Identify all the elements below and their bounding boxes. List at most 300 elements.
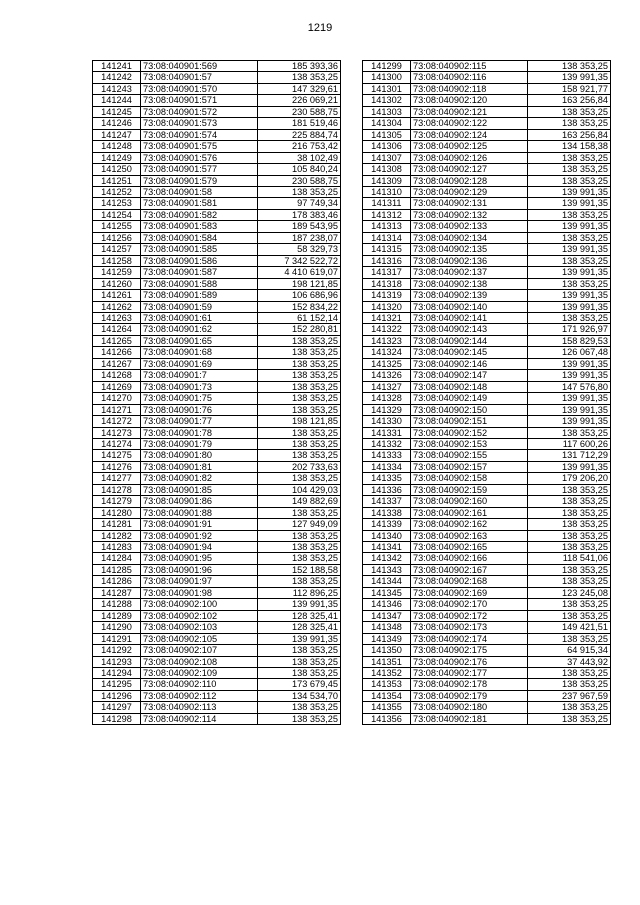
cadastral-value: 198 121,85 [258, 278, 341, 289]
cadastral-value: 138 353,25 [528, 507, 611, 518]
row-number: 141280 [93, 507, 141, 518]
cadastral-number: 73:08:040901:95 [141, 553, 258, 564]
row-number: 141350 [363, 645, 411, 656]
row-number: 141342 [363, 553, 411, 564]
cadastral-number: 73:08:040902:149 [411, 393, 528, 404]
table-row [363, 267, 611, 278]
cadastral-value: 138 353,25 [528, 118, 611, 129]
row-number: 141303 [363, 106, 411, 117]
row-number: 141276 [93, 461, 141, 472]
table-row [93, 221, 341, 232]
cadastral-number: 73:08:040901:86 [141, 496, 258, 507]
cadastral-value: 152 834,22 [258, 301, 341, 312]
table-row [93, 702, 341, 713]
table-row [363, 290, 611, 301]
cadastral-number: 73:08:040902:158 [411, 473, 528, 484]
cadastral-value: 138 353,25 [528, 542, 611, 553]
cadastral-number: 73:08:040902:137 [411, 267, 528, 278]
cadastral-number: 73:08:040902:135 [411, 244, 528, 255]
row-number: 141309 [363, 175, 411, 186]
row-number: 141312 [363, 209, 411, 220]
cadastral-value: 138 353,25 [528, 702, 611, 713]
cadastral-number: 73:08:040901:61 [141, 312, 258, 323]
cadastral-value: 230 588,75 [258, 106, 341, 117]
table-row [93, 668, 341, 679]
cadastral-number: 73:08:040902:161 [411, 507, 528, 518]
cadastral-value: 138 353,25 [258, 530, 341, 541]
table-row [93, 83, 341, 94]
cadastral-value: 134 158,38 [528, 141, 611, 152]
cadastral-value: 128 325,41 [258, 622, 341, 633]
row-number: 141313 [363, 221, 411, 232]
table-row [93, 209, 341, 220]
table-row [363, 83, 611, 94]
row-number: 141273 [93, 427, 141, 438]
cadastral-value: 61 152,14 [258, 312, 341, 323]
table-row [363, 61, 611, 72]
cadastral-value: 138 353,25 [258, 358, 341, 369]
cadastral-number: 73:08:040901:573 [141, 118, 258, 129]
row-number: 141347 [363, 610, 411, 621]
row-number: 141272 [93, 416, 141, 427]
row-number: 141316 [363, 255, 411, 266]
cadastral-value: 138 353,25 [258, 438, 341, 449]
cadastral-value: 138 353,25 [528, 668, 611, 679]
row-number: 141305 [363, 129, 411, 140]
row-number: 141321 [363, 312, 411, 323]
row-number: 141334 [363, 461, 411, 472]
cadastral-number: 73:08:040901:65 [141, 335, 258, 346]
cadastral-value: 138 353,25 [528, 106, 611, 117]
row-number: 141299 [363, 61, 411, 72]
cadastral-value: 198 121,85 [258, 416, 341, 427]
cadastral-value: 134 534,70 [258, 690, 341, 701]
cadastral-value: 139 991,35 [528, 198, 611, 209]
table-row [363, 610, 611, 621]
row-number: 141304 [363, 118, 411, 129]
table-row [363, 484, 611, 495]
table-row [363, 633, 611, 644]
cadastral-number: 73:08:040902:162 [411, 519, 528, 530]
cadastral-value: 189 543,95 [258, 221, 341, 232]
row-number: 141255 [93, 221, 141, 232]
table-row [93, 186, 341, 197]
cadastral-number: 73:08:040902:150 [411, 404, 528, 415]
table-row [363, 164, 611, 175]
row-number: 141288 [93, 599, 141, 610]
row-number: 141353 [363, 679, 411, 690]
row-number: 141320 [363, 301, 411, 312]
cadastral-value: 138 353,25 [258, 702, 341, 713]
table-row [93, 496, 341, 507]
row-number: 141254 [93, 209, 141, 220]
cadastral-value: 139 991,35 [258, 599, 341, 610]
cadastral-value: 138 353,25 [528, 255, 611, 266]
cadastral-number: 73:08:040901:77 [141, 416, 258, 427]
table-row [363, 106, 611, 117]
row-number: 141307 [363, 152, 411, 163]
cadastral-value: 127 949,09 [258, 519, 341, 530]
left-table [92, 60, 341, 725]
cadastral-number: 73:08:040901:7 [141, 370, 258, 381]
row-number: 141318 [363, 278, 411, 289]
cadastral-value: 187 238,07 [258, 232, 341, 243]
row-number: 141333 [363, 450, 411, 461]
cadastral-number: 73:08:040902:177 [411, 668, 528, 679]
table-row [363, 713, 611, 724]
table-row [93, 622, 341, 633]
cadastral-number: 73:08:040902:152 [411, 427, 528, 438]
table-row [93, 347, 341, 358]
table-row [93, 427, 341, 438]
cadastral-value: 138 353,25 [528, 152, 611, 163]
cadastral-value: 138 353,25 [528, 278, 611, 289]
cadastral-value: 138 353,25 [528, 576, 611, 587]
table-row [363, 553, 611, 564]
row-number: 141331 [363, 427, 411, 438]
page-number: 1219 [307, 22, 333, 34]
cadastral-number: 73:08:040902:170 [411, 599, 528, 610]
cadastral-value: 138 353,25 [258, 393, 341, 404]
cadastral-number: 73:08:040901:587 [141, 267, 258, 278]
cadastral-value: 139 991,35 [528, 186, 611, 197]
cadastral-number: 73:08:040902:165 [411, 542, 528, 553]
row-number: 141355 [363, 702, 411, 713]
cadastral-value: 152 188,58 [258, 564, 341, 575]
row-number: 141259 [93, 267, 141, 278]
table-row [93, 118, 341, 129]
cadastral-value: 139 991,35 [528, 72, 611, 83]
cadastral-number: 73:08:040902:109 [141, 668, 258, 679]
cadastral-number: 73:08:040901:582 [141, 209, 258, 220]
cadastral-number: 73:08:040901:577 [141, 164, 258, 175]
cadastral-value: 117 600,26 [528, 438, 611, 449]
cadastral-number: 73:08:040902:180 [411, 702, 528, 713]
row-number: 141328 [363, 393, 411, 404]
cadastral-number: 73:08:040901:59 [141, 301, 258, 312]
table-row [363, 668, 611, 679]
cadastral-number: 73:08:040902:134 [411, 232, 528, 243]
row-number: 141323 [363, 335, 411, 346]
row-number: 141252 [93, 186, 141, 197]
table-row [93, 679, 341, 690]
table-row [93, 645, 341, 656]
row-number: 141245 [93, 106, 141, 117]
row-number: 141294 [93, 668, 141, 679]
cadastral-value: 149 421,51 [528, 622, 611, 633]
cadastral-number: 73:08:040901:78 [141, 427, 258, 438]
cadastral-value: 106 686,96 [258, 290, 341, 301]
cadastral-value: 138 353,25 [258, 450, 341, 461]
row-number: 141279 [93, 496, 141, 507]
cadastral-number: 73:08:040901:581 [141, 198, 258, 209]
table-row [363, 358, 611, 369]
row-number: 141311 [363, 198, 411, 209]
table-row [363, 576, 611, 587]
row-number: 141335 [363, 473, 411, 484]
cadastral-number: 73:08:040902:115 [411, 61, 528, 72]
cadastral-value: 171 926,97 [528, 324, 611, 335]
row-number: 141295 [93, 679, 141, 690]
cadastral-number: 73:08:040901:75 [141, 393, 258, 404]
row-number: 141296 [93, 690, 141, 701]
table-row [93, 244, 341, 255]
cadastral-value: 147 576,80 [528, 381, 611, 392]
cadastral-value: 173 679,45 [258, 679, 341, 690]
cadastral-value: 138 353,25 [528, 679, 611, 690]
cadastral-value: 138 353,25 [528, 496, 611, 507]
table-row [363, 542, 611, 553]
table-row [363, 496, 611, 507]
row-number: 141247 [93, 129, 141, 140]
table-row [363, 152, 611, 163]
table-row [363, 209, 611, 220]
table-row [93, 530, 341, 541]
cadastral-number: 73:08:040901:94 [141, 542, 258, 553]
cadastral-number: 73:08:040901:576 [141, 152, 258, 163]
row-number: 141354 [363, 690, 411, 701]
cadastral-number: 73:08:040901:588 [141, 278, 258, 289]
row-number: 141268 [93, 370, 141, 381]
cadastral-number: 73:08:040902:174 [411, 633, 528, 644]
table-row [363, 564, 611, 575]
cadastral-number: 73:08:040902:145 [411, 347, 528, 358]
cadastral-number: 73:08:040901:68 [141, 347, 258, 358]
row-number: 141317 [363, 267, 411, 278]
cadastral-number: 73:08:040902:157 [411, 461, 528, 472]
table-row [93, 301, 341, 312]
cadastral-value: 105 840,24 [258, 164, 341, 175]
row-number: 141246 [93, 118, 141, 129]
table-row [363, 129, 611, 140]
table-row [363, 232, 611, 243]
cadastral-number: 73:08:040901:76 [141, 404, 258, 415]
cadastral-number: 73:08:040901:589 [141, 290, 258, 301]
cadastral-value: 225 884,74 [258, 129, 341, 140]
cadastral-number: 73:08:040902:138 [411, 278, 528, 289]
cadastral-number: 73:08:040902:143 [411, 324, 528, 335]
row-number: 141300 [363, 72, 411, 83]
cadastral-number: 73:08:040902:129 [411, 186, 528, 197]
cadastral-number: 73:08:040901:570 [141, 83, 258, 94]
cadastral-value: 138 353,25 [528, 61, 611, 72]
table-row [363, 587, 611, 598]
row-number: 141306 [363, 141, 411, 152]
cadastral-number: 73:08:040902:112 [141, 690, 258, 701]
table-row [363, 507, 611, 518]
row-number: 141287 [93, 587, 141, 598]
table-row [363, 95, 611, 106]
cadastral-value: 179 206,20 [528, 473, 611, 484]
row-number: 141267 [93, 358, 141, 369]
row-number: 141314 [363, 232, 411, 243]
cadastral-value: 64 915,34 [528, 645, 611, 656]
cadastral-number: 73:08:040902:179 [411, 690, 528, 701]
cadastral-value: 230 588,75 [258, 175, 341, 186]
cadastral-value: 139 991,35 [528, 358, 611, 369]
table-row [363, 221, 611, 232]
row-number: 141257 [93, 244, 141, 255]
cadastral-value: 138 353,25 [258, 576, 341, 587]
cadastral-value: 138 353,25 [258, 186, 341, 197]
table-row [93, 152, 341, 163]
cadastral-number: 73:08:040901:88 [141, 507, 258, 518]
cadastral-number: 73:08:040901:96 [141, 564, 258, 575]
cadastral-value: 138 353,25 [258, 404, 341, 415]
table-row [363, 404, 611, 415]
table-row [363, 312, 611, 323]
row-number: 141275 [93, 450, 141, 461]
cadastral-number: 73:08:040902:102 [141, 610, 258, 621]
table-row [363, 656, 611, 667]
table-row [93, 290, 341, 301]
cadastral-number: 73:08:040901:575 [141, 141, 258, 152]
row-number: 141277 [93, 473, 141, 484]
table-row [93, 106, 341, 117]
row-number: 141271 [93, 404, 141, 415]
row-number: 141293 [93, 656, 141, 667]
cadastral-number: 73:08:040902:114 [141, 713, 258, 724]
row-number: 141283 [93, 542, 141, 553]
cadastral-number: 73:08:040901:73 [141, 381, 258, 392]
cadastral-value: 138 353,25 [528, 633, 611, 644]
cadastral-number: 73:08:040902:133 [411, 221, 528, 232]
table-row [93, 450, 341, 461]
table-row [363, 416, 611, 427]
row-number: 141349 [363, 633, 411, 644]
cadastral-number: 73:08:040902:167 [411, 564, 528, 575]
cadastral-value: 149 882,69 [258, 496, 341, 507]
table-row [363, 381, 611, 392]
table-row [93, 312, 341, 323]
cadastral-number: 73:08:040901:92 [141, 530, 258, 541]
cadastral-value: 226 069,21 [258, 95, 341, 106]
cadastral-number: 73:08:040901:572 [141, 106, 258, 117]
row-number: 141308 [363, 164, 411, 175]
cadastral-value: 138 353,25 [258, 473, 341, 484]
cadastral-number: 73:08:040902:146 [411, 358, 528, 369]
table-row [363, 186, 611, 197]
cadastral-value: 123 245,08 [528, 587, 611, 598]
cadastral-number: 73:08:040901:57 [141, 72, 258, 83]
row-number: 141249 [93, 152, 141, 163]
cadastral-number: 73:08:040902:136 [411, 255, 528, 266]
table-row [363, 461, 611, 472]
row-number: 141326 [363, 370, 411, 381]
table-row [363, 324, 611, 335]
table-row [93, 656, 341, 667]
table-row [93, 95, 341, 106]
table-row [93, 633, 341, 644]
row-number: 141310 [363, 186, 411, 197]
cadastral-value: 139 991,35 [528, 393, 611, 404]
cadastral-value: 138 353,25 [258, 656, 341, 667]
table-row [93, 393, 341, 404]
cadastral-number: 73:08:040901:91 [141, 519, 258, 530]
cadastral-number: 73:08:040902:118 [411, 83, 528, 94]
table-row [363, 679, 611, 690]
table-row [363, 393, 611, 404]
table-row [93, 713, 341, 724]
cadastral-value: 126 067,48 [528, 347, 611, 358]
cadastral-value: 138 353,25 [528, 519, 611, 530]
cadastral-value: 138 353,25 [258, 542, 341, 553]
cadastral-value: 138 353,25 [258, 668, 341, 679]
row-number: 141286 [93, 576, 141, 587]
cadastral-value: 138 353,25 [528, 232, 611, 243]
cadastral-number: 73:08:040902:169 [411, 587, 528, 598]
row-number: 141278 [93, 484, 141, 495]
table-row [93, 542, 341, 553]
cadastral-value: 139 991,35 [528, 404, 611, 415]
cadastral-number: 73:08:040902:147 [411, 370, 528, 381]
cadastral-number: 73:08:040902:122 [411, 118, 528, 129]
cadastral-value: 139 991,35 [528, 301, 611, 312]
table-row [363, 175, 611, 186]
cadastral-value: 131 712,29 [528, 450, 611, 461]
cadastral-number: 73:08:040902:126 [411, 152, 528, 163]
cadastral-number: 73:08:040901:586 [141, 255, 258, 266]
cadastral-number: 73:08:040901:579 [141, 175, 258, 186]
row-number: 141319 [363, 290, 411, 301]
row-number: 141337 [363, 496, 411, 507]
cadastral-value: 178 383,46 [258, 209, 341, 220]
cadastral-value: 216 753,42 [258, 141, 341, 152]
table-row [93, 404, 341, 415]
cadastral-value: 138 353,25 [258, 335, 341, 346]
table-row [363, 645, 611, 656]
cadastral-number: 73:08:040902:110 [141, 679, 258, 690]
row-number: 141264 [93, 324, 141, 335]
row-number: 141340 [363, 530, 411, 541]
table-row [363, 244, 611, 255]
table-row [93, 438, 341, 449]
cadastral-value: 139 991,35 [528, 290, 611, 301]
row-number: 141348 [363, 622, 411, 633]
cadastral-number: 73:08:040901:81 [141, 461, 258, 472]
cadastral-value: 58 329,73 [258, 244, 341, 255]
cadastral-value: 138 353,25 [258, 713, 341, 724]
cadastral-number: 73:08:040902:159 [411, 484, 528, 495]
row-number: 141339 [363, 519, 411, 530]
cadastral-value: 4 410 619,07 [258, 267, 341, 278]
cadastral-value: 152 280,81 [258, 324, 341, 335]
table-row [93, 519, 341, 530]
cadastral-value: 128 325,41 [258, 610, 341, 621]
cadastral-value: 104 429,03 [258, 484, 341, 495]
right-table [362, 60, 611, 725]
cadastral-value: 37 443,92 [528, 656, 611, 667]
cadastral-number: 73:08:040902:128 [411, 175, 528, 186]
cadastral-number: 73:08:040902:148 [411, 381, 528, 392]
row-number: 141269 [93, 381, 141, 392]
cadastral-number: 73:08:040901:569 [141, 61, 258, 72]
left-table-body [93, 61, 341, 725]
row-number: 141256 [93, 232, 141, 243]
cadastral-number: 73:08:040902:120 [411, 95, 528, 106]
row-number: 141242 [93, 72, 141, 83]
row-number: 141330 [363, 416, 411, 427]
row-number: 141297 [93, 702, 141, 713]
table-row [93, 232, 341, 243]
row-number: 141250 [93, 164, 141, 175]
table-row [93, 358, 341, 369]
table-row [93, 255, 341, 266]
table-row [363, 335, 611, 346]
row-number: 141258 [93, 255, 141, 266]
cadastral-number: 73:08:040902:139 [411, 290, 528, 301]
table-row [363, 702, 611, 713]
